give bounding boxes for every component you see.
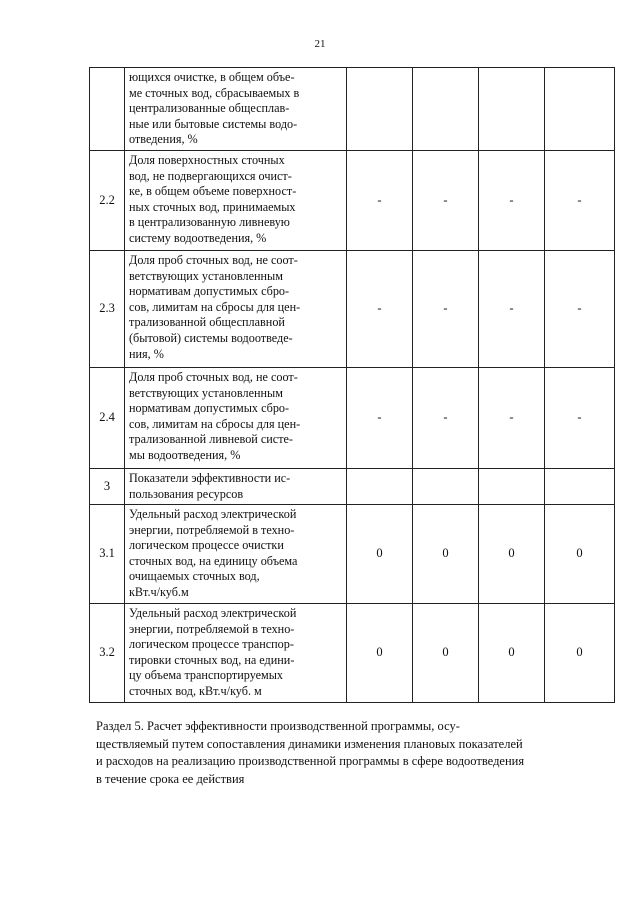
row-number: 2.3: [90, 251, 125, 368]
row-value: -: [347, 151, 413, 251]
row-value: 0: [479, 505, 545, 604]
row-value: -: [413, 368, 479, 469]
row-number: [90, 68, 125, 151]
row-value: [545, 68, 615, 151]
row-value: 0: [545, 505, 615, 604]
row-value: -: [479, 151, 545, 251]
row-value: -: [413, 251, 479, 368]
table-row: [90, 368, 615, 469]
table-row: [90, 469, 615, 505]
row-number: 2.2: [90, 151, 125, 251]
row-value: [347, 469, 413, 505]
row-number: 2.4: [90, 368, 125, 469]
section-5-heading: Раздел 5. Расчет эффективности производственной программы, осу- ществляемый путем сопоставления динамики изменения плановых показателей и расходов на реализацию производственной программы в сфере водоотведения в течение срока ее действия: [96, 719, 525, 786]
row-description: Доля проб сточных вод, не соот- ветствующих установленным нормативам допустимых сбро- сов, лимитам на сбросы для цен- трализованной общесплавной (бытовой) системы водоотведе- ния, %: [125, 251, 347, 368]
page-number: 21: [314, 38, 326, 50]
row-value: 0: [413, 505, 479, 604]
row-value: -: [413, 151, 479, 251]
table-row: [90, 251, 615, 368]
row-value: -: [347, 368, 413, 469]
row-value: 0: [347, 604, 413, 703]
table-row: [90, 505, 615, 604]
row-value: [413, 469, 479, 505]
row-description: Удельный расход электрической энергии, потребляемой в техно- логическом процессе очистки сточных вод, на единицу объема очищаемых сточных вод, кВт.ч/куб.м: [125, 505, 347, 604]
row-value: [413, 68, 479, 151]
row-value: 0: [347, 505, 413, 604]
row-value: 0: [413, 604, 479, 703]
table-row: [90, 604, 615, 703]
row-value: [479, 68, 545, 151]
row-value: -: [479, 368, 545, 469]
row-value: [347, 68, 413, 151]
row-value: [479, 469, 545, 505]
row-value: -: [479, 251, 545, 368]
row-description: Доля проб сточных вод, не соот- ветствующих установленным нормативам допустимых сбро- сов, лимитам на сбросы для цен- трализованной ливневой систе- мы водоотведения, %: [125, 368, 347, 469]
row-number: 3.2: [90, 604, 125, 703]
row-value: -: [545, 251, 615, 368]
row-value: -: [545, 151, 615, 251]
row-description: Показатели эффективности ис- пользования ресурсов: [125, 469, 347, 505]
row-value: 0: [545, 604, 615, 703]
table-row: [90, 151, 615, 251]
row-description: Удельный расход электрической энергии, потребляемой в техно- логическом процессе транспор- тировки сточных вод, на едини- цу объема транспортируемых сточных вод, кВт.ч/куб. м: [125, 604, 347, 703]
row-description: Доля поверхностных сточных вод, не подвергающихся очист- ке, в общем объеме поверхност- ных сточных вод, принимаемых в централизованную ливневую систему водоотведения, %: [125, 151, 347, 251]
row-value: 0: [479, 604, 545, 703]
row-number: 3.1: [90, 505, 125, 604]
row-value: [545, 469, 615, 505]
table-row: [90, 68, 615, 151]
row-description: ющихся очистке, в общем объе- ме сточных вод, сбрасываемых в централизованные общесплав- ные или бытовые системы водо- отведения, %: [125, 68, 347, 151]
row-number: 3: [90, 469, 125, 505]
row-value: -: [545, 368, 615, 469]
row-value: -: [347, 251, 413, 368]
indicators-table: [89, 67, 615, 703]
